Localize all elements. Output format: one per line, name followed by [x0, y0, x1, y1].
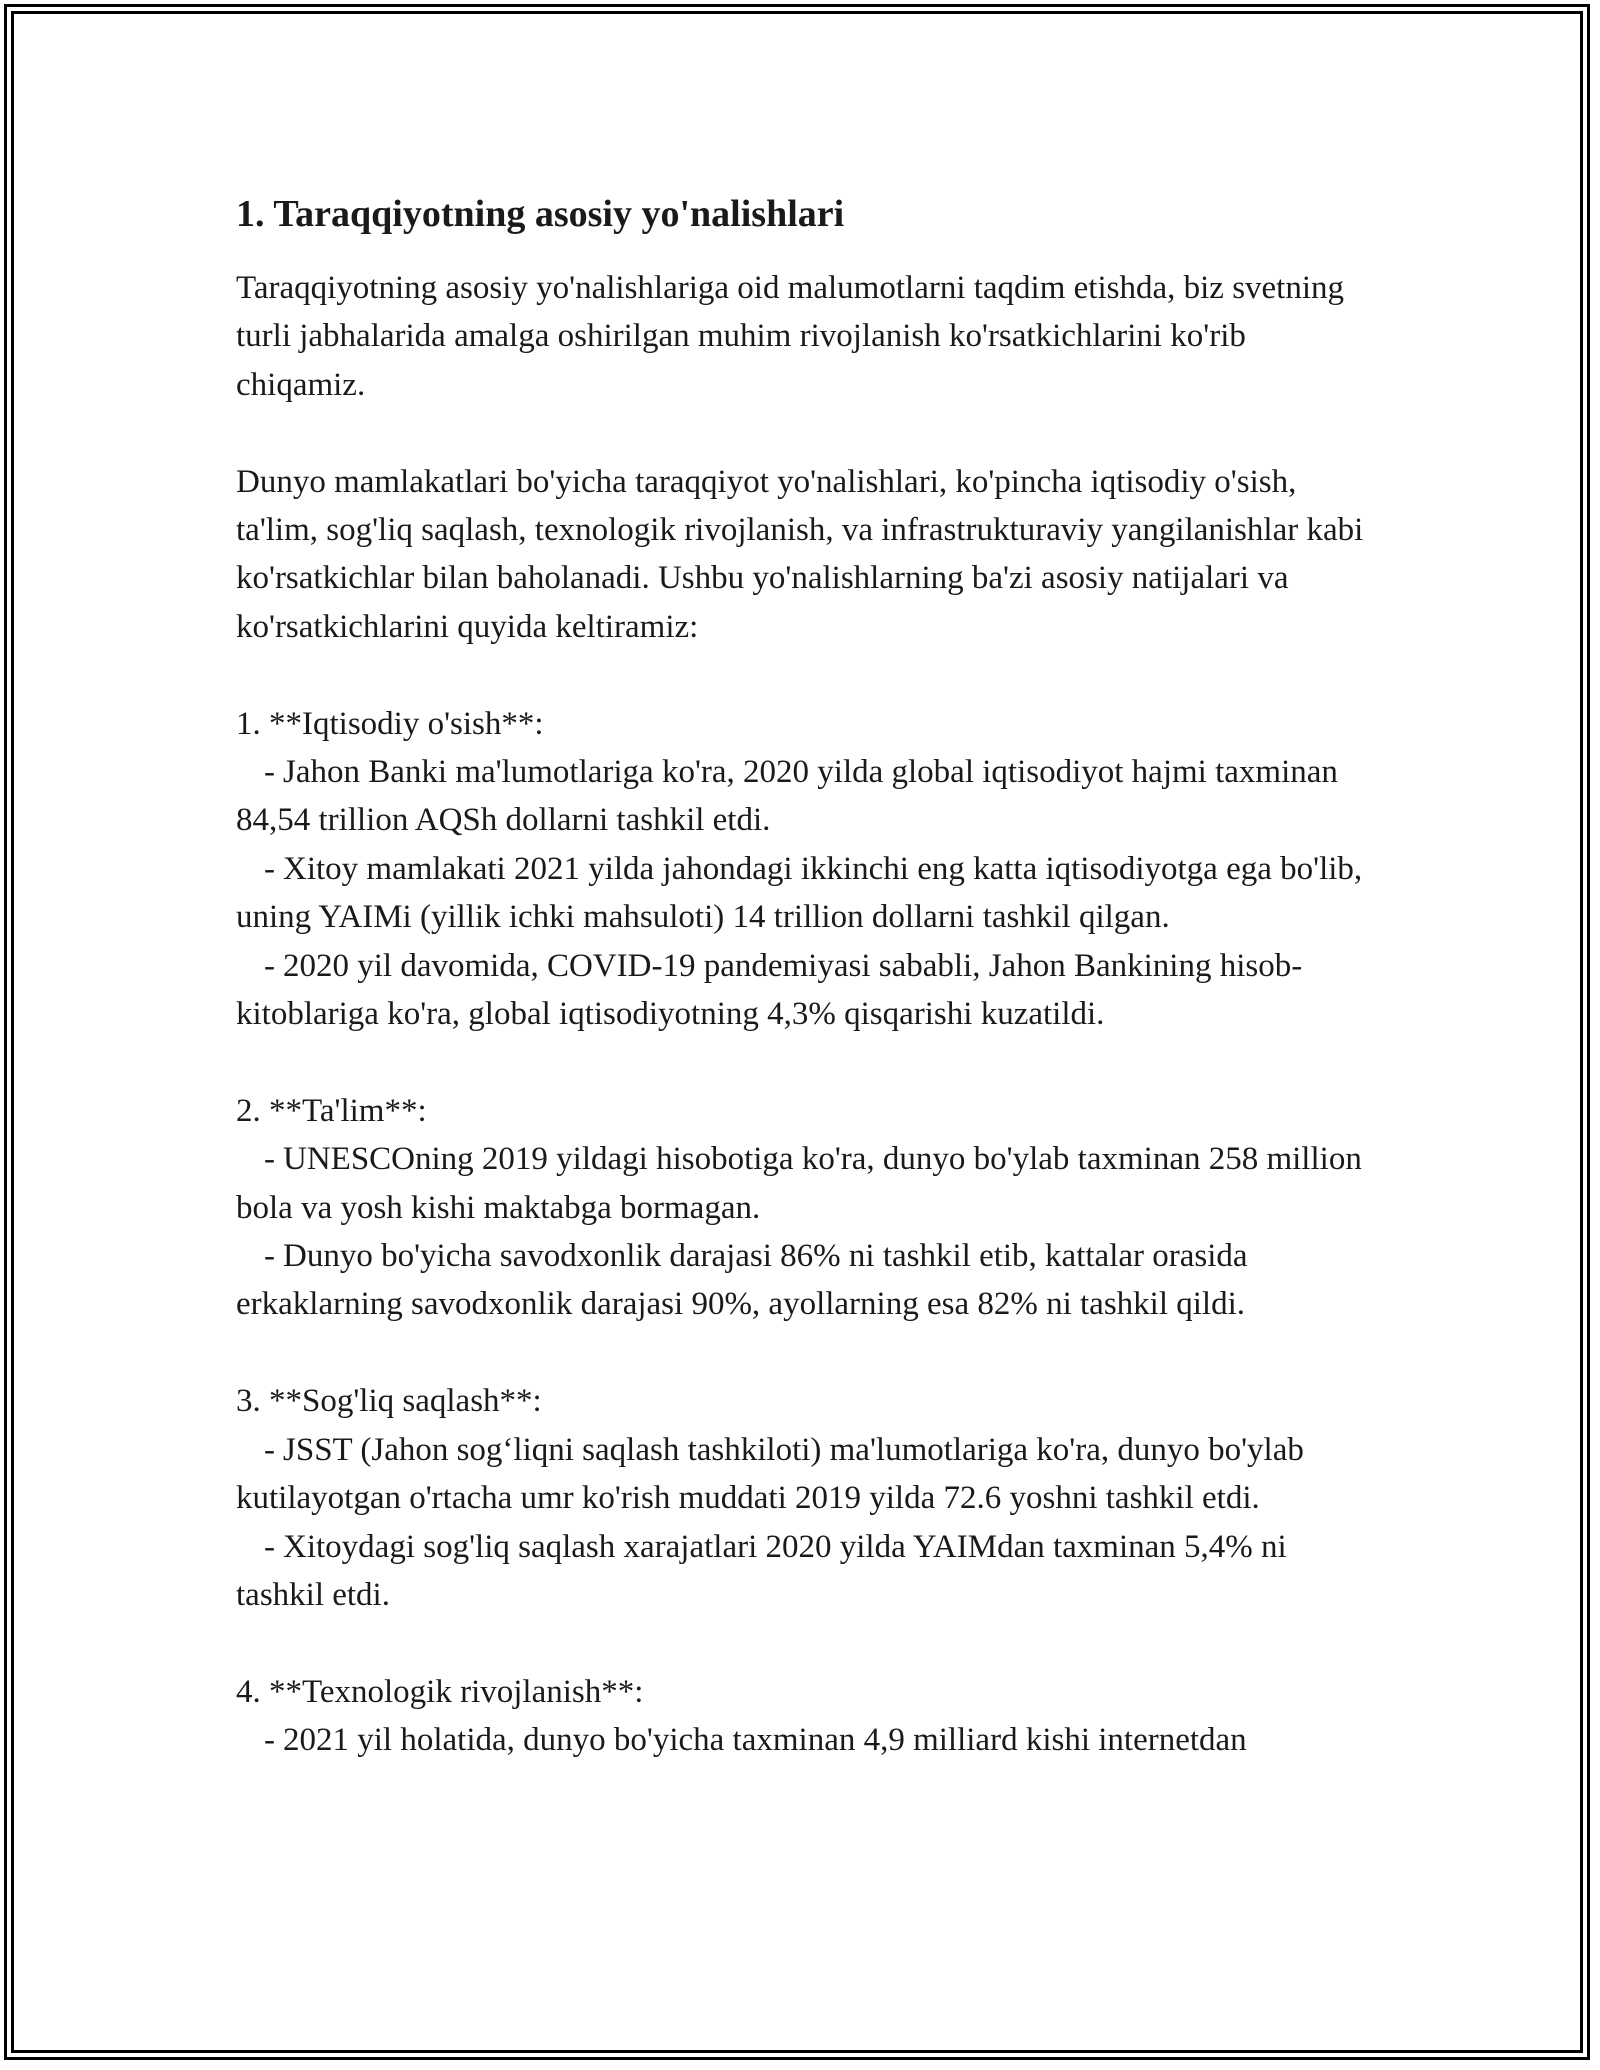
bullet-dash: - [264, 947, 275, 984]
bullet-text: Xitoydagi sog'liq saqlash xarajatlari 2020 yilda YAIMdan taxminan 5,4% ni tashkil etdi. [236, 1528, 1287, 1613]
bullet-item [236, 1716, 1376, 1764]
document-body [236, 186, 1376, 1813]
section-health [236, 1377, 1376, 1619]
bullet-item [236, 748, 1376, 845]
bullet-item [236, 1523, 1376, 1620]
bullet-text: Xitoy mamlakati 2021 yilda jahondagi ikkinchi eng katta iqtisodiyotga ega bo'lib, uning YAIMi (yillik ichki mahsuloti) 14 trillion dollarni tashkil qilgan. [236, 850, 1363, 936]
section-heading: 1. **Iqtisodiy o'sish**: [236, 705, 544, 742]
section-technology [236, 1668, 1376, 1765]
intro-paragraph: Taraqqiyotning asosiy yo'nalishlariga oid malumotlarni taqdim etishda, biz svetning turli jabhalarida amalga oshirilgan muhim rivojlanish ko'rsatkichlarini ko'rib chiqamiz. [236, 270, 1345, 403]
bullet-item [236, 1135, 1376, 1232]
bullet-dash: - [264, 1141, 275, 1178]
bullet-dash: - [264, 754, 275, 791]
document-title: 1. Taraqqiyotning asosiy yo'nalishlari [236, 193, 845, 235]
bullet-text: 2021 yil holatida, dunyo bo'yicha taxminan 4,9 milliard kishi internetdan [283, 1722, 1247, 1759]
bullet-dash: - [264, 1431, 275, 1468]
bullet-text: UNESCOning 2019 yildagi hisobotiga ko'ra, dunyo bo'ylab taxminan 258 million bola va yosh kishi maktabga bormagan. [236, 1141, 1362, 1226]
bullet-item [236, 1232, 1376, 1329]
intro-paragraph: Dunyo mamlakatlari bo'yicha taraqqiyot yo'nalishlari, ko'pincha iqtisodiy o'sish, ta'lim, sog'liq saqlash, texnologik rivojlanish, va infrastrukturaviy yangilanishlar kabi ko'rsatkichlar bilan baholanadi. Ushbu yo'nalishlarning ba'zi asosiy natijalari va ko'rsatkichlarini quyida keltiramiz: [236, 463, 1364, 645]
bullet-item [236, 942, 1376, 1039]
section-heading: 4. **Texnologik rivojlanish**: [236, 1673, 644, 1710]
bullet-text: Dunyo bo'yicha savodxonlik darajasi 86% ni tashkil etib, kattalar orasida erkaklarning savodxonlik darajasi 90%, ayollarning esa 82% ni tashkil qildi. [236, 1238, 1248, 1323]
bullet-dash: - [264, 1238, 275, 1275]
bullet-dash: - [264, 1722, 275, 1759]
bullet-item [236, 1426, 1376, 1523]
bullet-dash: - [264, 1528, 275, 1565]
section-heading: 3. **Sog'liq saqlash**: [236, 1383, 542, 1420]
bullet-item [236, 845, 1376, 942]
section-heading: 2. **Ta'lim**: [236, 1092, 427, 1129]
section-education [236, 1087, 1376, 1329]
bullet-text: JSST (Jahon sog‘liqni saqlash tashkiloti) ma'lumotlariga ko'ra, dunyo bo'ylab kutilayotgan o'rtacha umr ko'rish muddati 2019 yilda 72.6 yoshni tashkil etdi. [236, 1431, 1304, 1517]
bullet-dash: - [264, 850, 275, 887]
bullet-text: 2020 yil davomida, COVID-19 pandemiyasi sababli, Jahon Bankining hisob-kitoblariga ko'ra, global iqtisodiyotning 4,3% qisqarishi kuzatildi. [236, 947, 1303, 1033]
bullet-text: Jahon Banki ma'lumotlariga ko'ra, 2020 yilda global iqtisodiyot hajmi taxminan 84,54 trillion AQSh dollarni tashkil etdi. [236, 754, 1338, 839]
section-economic-growth [236, 700, 1376, 1039]
